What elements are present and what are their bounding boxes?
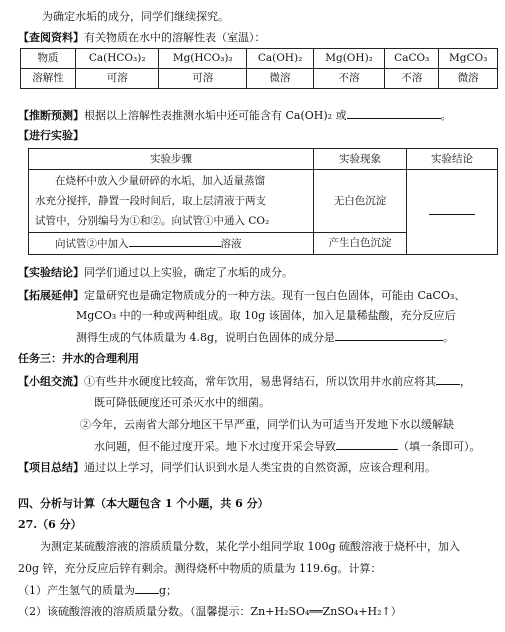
q27-line-2: 20g 锌，充分反应后锌有剩余。测得烧杯中物质的质量为 119.6g。计算：	[18, 562, 382, 575]
discussion-line-2: 既可降低硬度还可杀灭水中的细菌。	[94, 396, 270, 409]
discussion-item2-b: 水问题，但不能过度开采。地下水过度开采会导致	[94, 440, 336, 453]
conclusion-text: 同学们通过以上实验，确定了水垢的成分。	[84, 266, 293, 279]
inference-text: 根据以上溶解性表推测水垢中还可能含有 Ca(OH)₂ 或	[84, 109, 347, 122]
inference-line	[18, 108, 452, 124]
extension-text-3: 测得生成的气体质量为 4.8g，说明白色固体的成分是	[76, 331, 336, 344]
extension-line-2: MgCO₃ 中的一种或两种组成。取 10g 该固体，加入足量稀盐酸，充分反应后	[76, 309, 456, 322]
extension-line-1	[18, 289, 465, 304]
extension-end: 。	[443, 331, 455, 344]
step-1-cell	[29, 170, 314, 233]
info-tag: 【查阅资料】	[18, 31, 84, 44]
extension-tag: 【拓展延伸】	[18, 289, 84, 302]
discussion-line-4	[94, 439, 481, 455]
discussion-item1-end: ，	[460, 375, 471, 388]
step-1-line: 在烧杯中放入少量研碎的水垢，加入适量蒸馏	[55, 175, 265, 187]
substance-row	[21, 49, 498, 69]
substance-cell: Mg(HCO₃)₂	[159, 49, 247, 69]
inference-end: 。	[440, 109, 452, 122]
discussion-answer-blank-1[interactable]	[436, 374, 460, 385]
summary-tag: 【项目总结】	[18, 461, 84, 474]
solubility-cell: 不溶	[385, 69, 439, 89]
phenomenon-2-cell: 产生白色沉淀	[314, 233, 407, 255]
q27-sub1-end: g；	[159, 584, 178, 597]
solubility-cell: 不溶	[313, 69, 384, 89]
summary-line	[18, 461, 436, 476]
summary-text: 通过以上学习，同学们认识到水是人类宝贵的自然资源，应该合理利用。	[84, 461, 436, 474]
section4-title: 四、分析与计算（本大题包含 1 个小题，共 6 分）	[18, 497, 269, 510]
step-2-text-b: 溶液	[220, 237, 242, 250]
discussion-item2-end: （填一条即可）。	[398, 440, 481, 453]
header-phenomenon: 实验现象	[314, 149, 407, 170]
q27-sub-1	[18, 583, 177, 599]
header-steps: 实验步骤	[29, 149, 314, 170]
extension-text: 定量研究也是确定物质成分的一种方法。现有一包白色固体，可能由 CaCO₃、	[84, 289, 466, 302]
discussion-tag: 【小组交流】	[18, 375, 84, 388]
header-conclusion: 实验结论	[407, 149, 498, 170]
inference-answer-blank[interactable]	[347, 108, 441, 119]
discussion-item1-a: ①有些井水硬度比较高，常年饮用，易患肾结石，所以饮用井水前应将其	[84, 375, 436, 388]
q27-line-1: 为测定某硫酸溶液的溶质质量分数，某化学小组同学取 100g 硫酸溶液于烧杯中，加入	[40, 540, 461, 553]
step-2-text-a: 向试管②中加入	[55, 237, 129, 250]
solubility-cell: 微溶	[247, 69, 314, 89]
solubility-cell: 可溶	[76, 69, 159, 89]
conclusion-cell[interactable]	[407, 170, 498, 255]
row-header-solubility: 溶解性	[21, 69, 76, 89]
q27-sub-2: （2）该硫酸溶液的溶质质量分数。（温馨提示：Zn+H₂SO₄══ZnSO₄+H₂↑）	[18, 605, 402, 618]
phenomenon-1-cell: 无白色沉淀	[314, 170, 407, 233]
substance-cell: Mg(OH)₂	[313, 49, 384, 69]
extension-line-3	[76, 330, 454, 346]
step-2-cell	[29, 233, 314, 255]
solubility-row	[21, 69, 498, 89]
step-1-line: 试管中，分别编号为①和②。向试管①中通入 CO₂	[35, 215, 270, 227]
experiment-table	[28, 148, 498, 255]
row-header-substance: 物质	[21, 49, 76, 69]
conclusion-answer-blank[interactable]	[429, 204, 475, 215]
solubility-cell: 可溶	[159, 69, 247, 89]
substance-cell: MgCO₃	[439, 49, 498, 69]
substance-cell: Ca(OH)₂	[247, 49, 314, 69]
experiment-tag: 【进行实验】	[18, 129, 84, 142]
substance-cell: CaCO₃	[385, 49, 439, 69]
solubility-cell: 微溶	[439, 69, 498, 89]
info-heading	[18, 31, 266, 46]
solubility-table	[20, 48, 498, 89]
substance-cell: Ca(HCO₃)₂	[76, 49, 159, 69]
q27-number: 27.（6 分）	[18, 518, 82, 531]
reagent-answer-blank[interactable]	[129, 236, 221, 247]
step-1-line: 水充分搅拌，静置一段时间后，取上层清液于两支	[35, 195, 266, 207]
discussion-answer-blank-2[interactable]	[336, 439, 398, 450]
info-text: 有关物质在水中的溶解性表（室温）：	[84, 31, 266, 44]
intro-text: 为确定水垢的成分，同学们继续探究。	[42, 10, 229, 23]
experiment-row-1	[29, 170, 498, 233]
q27-sub1-text: （1）产生氢气的质量为	[18, 584, 135, 597]
hydrogen-mass-answer-blank[interactable]	[135, 583, 159, 594]
conclusion-line	[18, 266, 293, 281]
conclusion-tag: 【实验结论】	[18, 266, 84, 279]
extension-answer-blank[interactable]	[335, 330, 443, 341]
experiment-header-row	[29, 149, 498, 170]
discussion-line-3: ②今年，云南省大部分地区干旱严重，同学们认为可适当开发地下水以缓解缺	[80, 418, 454, 431]
inference-tag: 【推断预测】	[18, 109, 84, 122]
task3-title: 任务三：井水的合理利用	[18, 352, 139, 365]
discussion-line-1	[18, 374, 471, 390]
